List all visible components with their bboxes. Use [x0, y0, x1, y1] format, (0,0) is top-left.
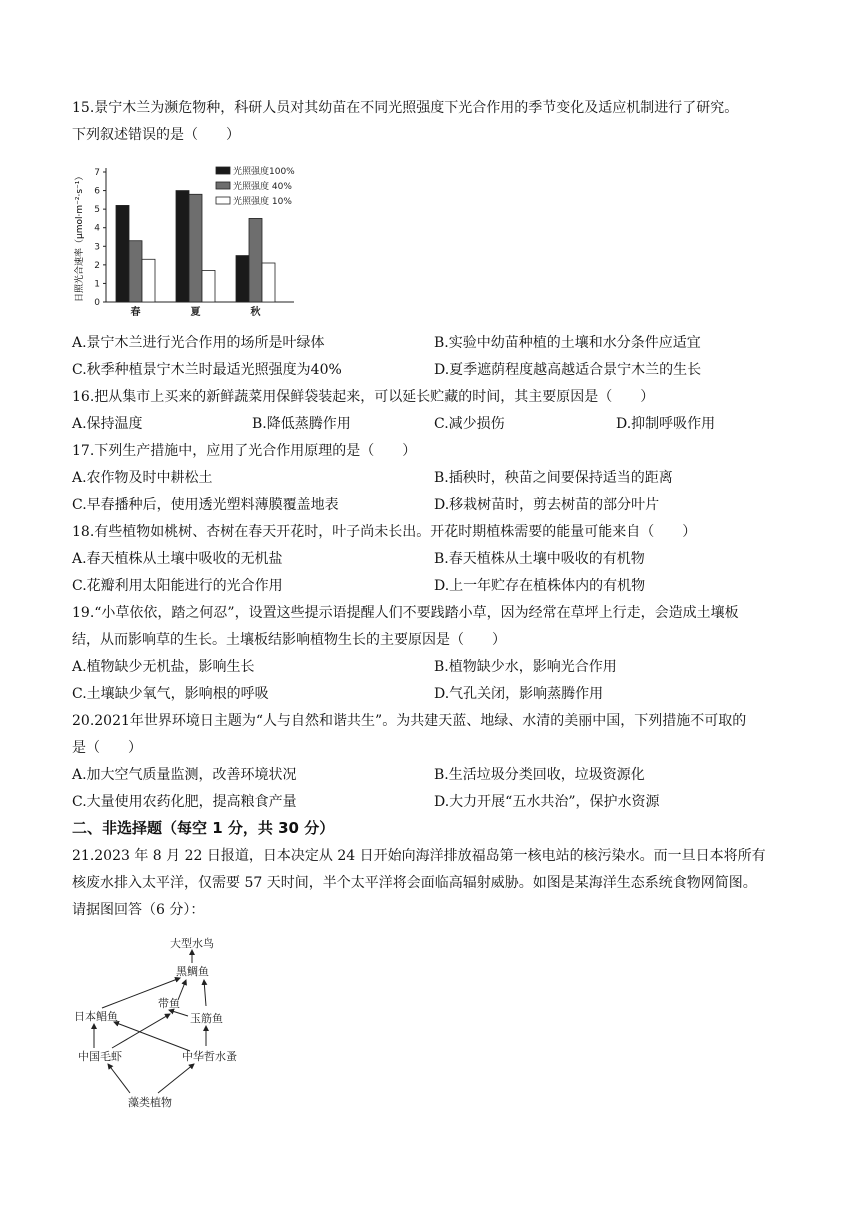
q20-option-b[interactable]: B.生活垃圾分类回收，垃圾资源化: [434, 767, 645, 783]
q19-option-b[interactable]: B.植物缺少水，影响光合作用: [434, 659, 617, 675]
chart-legend-label: 光照强度100%: [233, 167, 295, 177]
q15-option-d[interactable]: D.夏季遮荫程度越高越适合景宁木兰的生长: [434, 362, 702, 378]
chart-y-tick-label: 1: [94, 279, 100, 290]
chart-legend-swatch: [216, 167, 230, 174]
chart-legend-swatch: [216, 197, 230, 204]
chart-bar: [236, 256, 249, 302]
chart-legend: [216, 165, 295, 207]
q19-option-c[interactable]: C.土壤缺少氧气，影响根的呼吸: [72, 686, 269, 702]
node-gurnard: 玉筋鱼: [190, 1012, 223, 1025]
food-web-diagram: [72, 936, 272, 1112]
chart-bar: [202, 270, 215, 302]
chart-x-tick-label: 夏: [190, 307, 201, 318]
chart-bar: [129, 241, 142, 302]
q15-option-b[interactable]: B.实验中幼苗种植的土壤和水分条件应适宜: [434, 335, 701, 351]
q17-option-a[interactable]: A.农作物及时中耕松土: [72, 470, 213, 486]
q15-stem-line1: 15.景宁木兰为濒危物种，科研人员对其幼苗在不同光照强度下光合作用的季节变化及适应机制进行了研究。: [72, 100, 739, 116]
q18-stem: 18.有些植物如桃树、杏树在春天开花时，叶子尚未长出。开花时期植株需要的能量可能来自（ ）: [72, 524, 697, 540]
q18-option-a[interactable]: A.春天植株从土壤中吸收的无机盐: [72, 551, 283, 567]
node-pomfret: 日本鲳鱼: [74, 1010, 118, 1023]
q21-stem-line3: 请据图回答（6 分）：: [72, 902, 205, 918]
chart-legend-label: 光照强度 10%: [233, 197, 292, 207]
chart-bar: [142, 259, 155, 302]
chart-bars: [116, 191, 275, 318]
chart-x-tick-label: 秋: [250, 307, 261, 318]
q20-option-c[interactable]: C.大量使用农药化肥，提高粮食产量: [72, 794, 297, 810]
node-bird: 大型水鸟: [170, 937, 214, 950]
q17-option-d[interactable]: D.移栽树苗时，剪去树苗的部分叶片: [434, 497, 660, 513]
photosynthesis-bar-chart: [72, 152, 312, 324]
node-copepod: 中华哲水蚤: [182, 1050, 237, 1063]
q20-option-d[interactable]: D.大力开展“五水共治”，保护水资源: [434, 794, 660, 810]
q18-option-b[interactable]: B.春天植株从土壤中吸收的有机物: [434, 551, 645, 567]
q15-option-a[interactable]: A.景宁木兰进行光合作用的场所是叶绿体: [72, 335, 325, 351]
chart-bar: [116, 205, 129, 302]
node-hairtail: 带鱼: [158, 997, 180, 1010]
q20-option-a[interactable]: A.加大空气质量监测，改善环境状况: [72, 767, 297, 783]
section-title: 二、非选择题（每空 1 分，共 30 分）: [72, 819, 335, 837]
q19-option-a[interactable]: A.植物缺少无机盐，影响生长: [72, 659, 255, 675]
chart-x-tick-label: 春: [130, 307, 141, 318]
node-shrimp: 中国毛虾: [78, 1050, 122, 1063]
q17-stem: 17.下列生产措施中，应用了光合作用原理的是（ ）: [72, 443, 417, 459]
node-algae: 藻类植物: [128, 1096, 172, 1109]
chart-y-tick-label: 2: [94, 260, 100, 271]
q20-stem-line1: 20.2021年世界环境日主题为“人与自然和谐共生”。为共建天蓝、地绿、水清的美丽中国，下列措施不可取的: [72, 713, 747, 729]
q15-option-c[interactable]: C.秋季种植景宁木兰时最适光照强度为40%: [72, 362, 342, 378]
q17-option-b[interactable]: B.插秧时，秧苗之间要保持适当的距离: [434, 470, 673, 486]
q21-stem-line1: 21.2023 年 8 月 22 日报道，日本决定从 24 日开始向海洋排放福岛第一核电站的核污染水。而一旦日本将所有: [72, 848, 766, 864]
q18-option-d[interactable]: D.上一年贮存在植株体内的有机物: [434, 578, 646, 594]
q16-option-b[interactable]: B.降低蒸腾作用: [252, 416, 351, 432]
node-tuna: 黑鲷鱼: [176, 965, 209, 978]
q21-stem-line2: 核废水排入太平洋，仅需要 57 天时间，半个太平洋将会面临高辐射威胁。如图是某海洋生态系统食物网简图。: [72, 875, 757, 891]
chart-y-tick-label: 0: [94, 298, 100, 308]
q19-stem-line1: 19.“小草依依，踏之何忍”，设置这些提示语提醒人们不要践踏小草，因为经常在草坪上行走，会造成土壤板: [72, 605, 739, 621]
chart-bar: [249, 218, 262, 302]
chart-legend-swatch: [216, 182, 230, 189]
chart-bar: [189, 194, 202, 302]
q16-option-a[interactable]: A.保持温度: [72, 416, 143, 432]
q20-stem-line2: 是（ ）: [72, 740, 142, 756]
chart-legend-label: 光照强度 40%: [233, 182, 292, 192]
chart-ylabel: 日照光合速率（μmol·m⁻²·s⁻¹）: [75, 171, 85, 302]
chart-y-tick-label: 3: [94, 242, 100, 253]
chart-y-tick-label: 5: [94, 205, 100, 216]
q16-stem: 16.把从集市上买来的新鲜蔬菜用保鲜袋装起来，可以延长贮藏的时间，其主要原因是（ ）: [72, 389, 655, 405]
q17-option-c[interactable]: C.早春播种后，使用透光塑料薄膜覆盖地表: [72, 497, 339, 513]
q15-stem-line2: 下列叙述错误的是（ ）: [72, 127, 240, 143]
q16-option-c[interactable]: C.减少损伤: [434, 416, 505, 432]
q18-option-c[interactable]: C.花瓣利用太阳能进行的光合作用: [72, 578, 283, 594]
q16-option-d[interactable]: D.抑制呼吸作用: [616, 416, 716, 432]
chart-y-tick-label: 4: [94, 223, 100, 234]
chart-y-tick-label: 7: [94, 168, 100, 178]
q19-option-d[interactable]: D.气孔关闭，影响蒸腾作用: [434, 686, 604, 702]
chart-bar: [176, 191, 189, 302]
chart-bar: [262, 263, 275, 302]
q19-stem-line2: 结，从而影响草的生长。土壤板结影响植物生长的主要原因是（ ）: [72, 632, 506, 648]
chart-y-tick-label: 6: [94, 186, 100, 197]
